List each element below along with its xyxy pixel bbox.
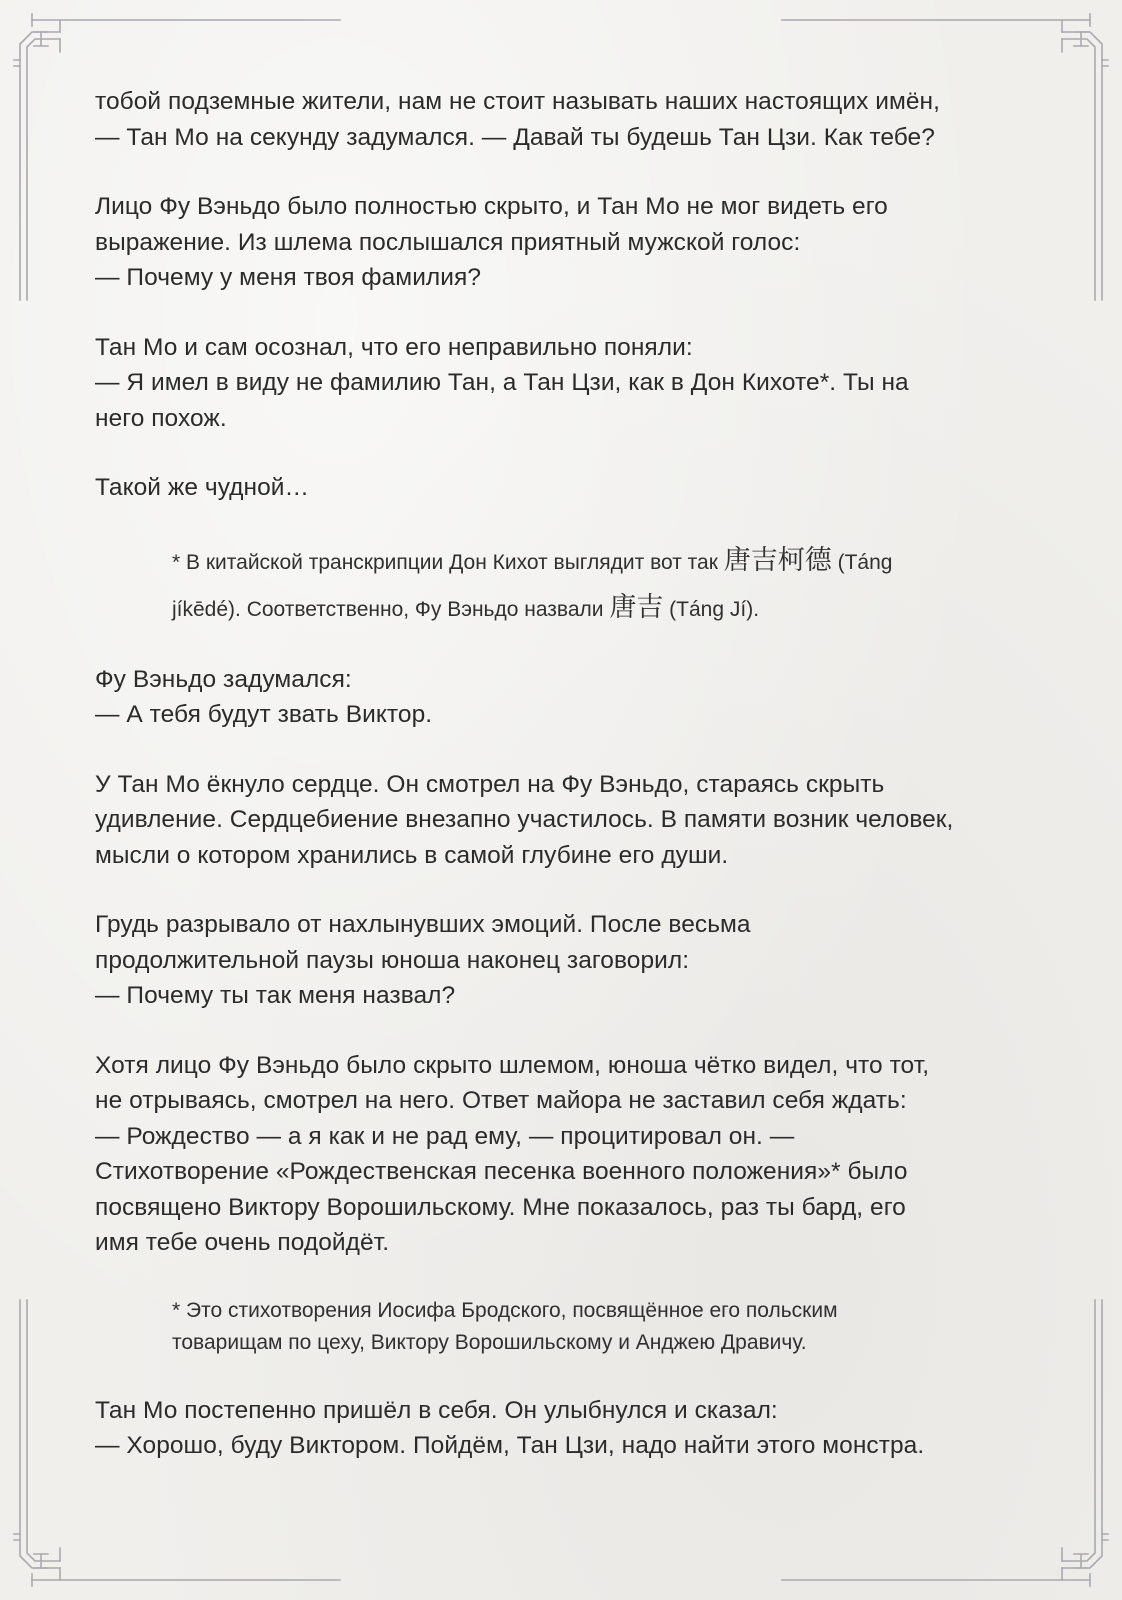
text-line: Стихотворение «Рождественская песенка военного положения»* было bbox=[95, 1158, 908, 1185]
footnote-line: * Это стихотворения Иосифа Бродского, посвящённое его польским bbox=[172, 1298, 838, 1322]
text-line: Тан Мо и сам осознал, что его неправильно поняли: bbox=[95, 333, 693, 361]
text-line: посвящено Виктору Ворошильскому. Мне показалось, раз ты бард, его bbox=[95, 1193, 906, 1221]
text-line: Тан Мо постепенно пришёл в себя. Он улыбнулся и сказал: bbox=[95, 1396, 778, 1424]
paragraph bbox=[95, 470, 1035, 506]
paragraph bbox=[95, 330, 1035, 437]
paragraph bbox=[95, 767, 1035, 874]
text-line: — Хорошо, буду Виктором. Пойдём, Тан Цзи, надо найти этого монстра. bbox=[95, 1432, 925, 1459]
footnote-don-quixote bbox=[172, 538, 1002, 632]
text-line: — Рождество — а я как и не рад ему, — процитировал он. — bbox=[95, 1122, 795, 1150]
text-line: удивление. Сердцебиение внезапно участилось. В памяти возник человек, bbox=[95, 806, 954, 833]
paragraph bbox=[95, 189, 1035, 296]
footnote-brodsky bbox=[172, 1295, 1002, 1359]
text-line: мысли о котором хранились в самой глубине его души. bbox=[95, 841, 729, 869]
text-line: — Почему у меня твоя фамилия? bbox=[95, 264, 481, 291]
text-line: — Почему ты так меня назвал? bbox=[95, 982, 456, 1009]
footnote-line: товарищам по цеху, Виктору Ворошильскому и Анджею Дравичу. bbox=[172, 1330, 807, 1354]
text-line: выражение. Из шлема послышался приятный мужской голос: bbox=[95, 228, 801, 256]
footnote-line bbox=[172, 538, 1002, 585]
text-line: Лицо Фу Вэньдо было полностью скрыто, и Тан Мо не мог видеть его bbox=[95, 193, 888, 220]
text-line: не отрываясь, смотрел на него. Ответ майора не заставил себя ждать: bbox=[95, 1087, 907, 1114]
text-line: — Тан Мо на секунду задумался. — Давай ты будешь Тан Цзи. Как тебе? bbox=[95, 123, 935, 151]
footnote-text: (Táng bbox=[831, 550, 893, 574]
paragraph bbox=[95, 1393, 1035, 1464]
footnote-text: (Táng Jí). bbox=[663, 597, 760, 621]
text-line: Такой же чудной… bbox=[95, 474, 310, 501]
text-line: Фу Вэньдо задумался: bbox=[95, 665, 352, 693]
footnote-line bbox=[172, 585, 1002, 632]
paragraph bbox=[95, 907, 1035, 1014]
document-body bbox=[95, 84, 1035, 1498]
footnote-text: jíkēdé). Соответственно, Фу Вэньдо назвали bbox=[172, 597, 610, 621]
paragraph bbox=[95, 84, 1035, 155]
text-line: Хотя лицо Фу Вэньдо было скрыто шлемом, юноша чётко видел, что тот, bbox=[95, 1051, 930, 1079]
text-line: него похож. bbox=[95, 404, 227, 432]
text-line: Грудь разрывало от нахлынувших эмоций. После весьма bbox=[95, 911, 751, 938]
text-line: — Я имел в виду не фамилию Тан, а Тан Цзи, как в Дон Кихоте*. Ты на bbox=[95, 369, 909, 396]
text-line: — А тебя будут звать Виктор. bbox=[95, 701, 433, 728]
text-line: тобой подземные жители, нам не стоит называть наших настоящих имён, bbox=[95, 88, 940, 115]
text-line: имя тебе очень подойдёт. bbox=[95, 1229, 390, 1256]
chinese-characters: 唐吉 bbox=[609, 591, 664, 623]
text-line: продолжительной паузы юноша наконец заговорил: bbox=[95, 946, 690, 974]
chinese-characters: 唐吉柯德 bbox=[723, 544, 832, 576]
paragraph bbox=[95, 662, 1035, 733]
footnote-text: * В китайской транскрипции Дон Кихот выглядит вот так bbox=[172, 550, 724, 574]
text-line: У Тан Мо ёкнуло сердце. Он смотрел на Фу Вэньдо, стараясь скрыть bbox=[95, 770, 885, 798]
paragraph bbox=[95, 1048, 1035, 1261]
